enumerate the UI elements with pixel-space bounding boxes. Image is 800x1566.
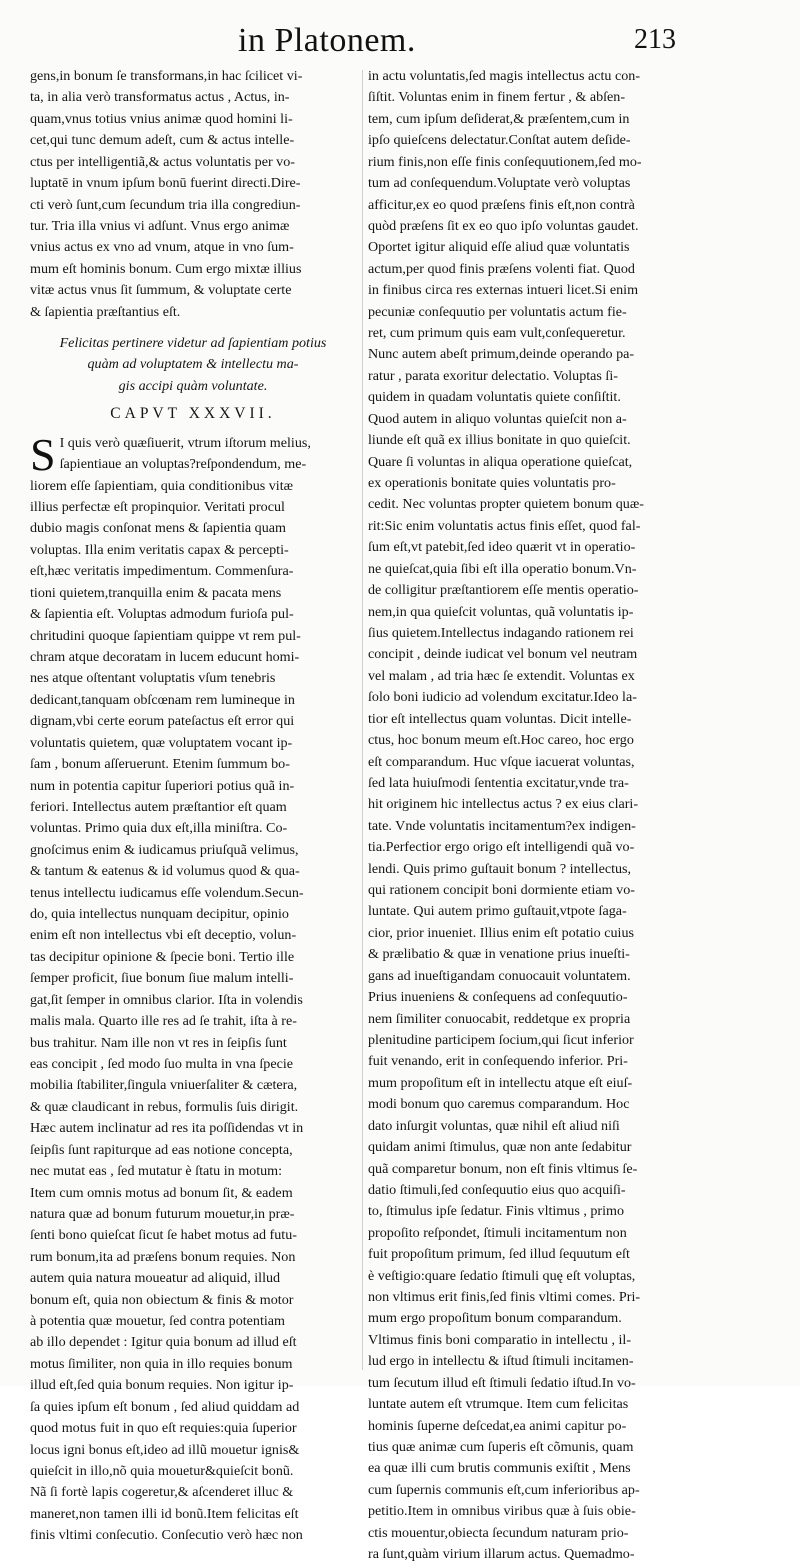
text-line: tenus intellectu iudicamus eſſe volendum.Secun- xyxy=(30,884,304,901)
text-line: mobilia ſtabiliter,ſingula vniuerſaliter & cætera, xyxy=(30,1077,298,1094)
chapter-heading: CAPVT XXXVII. xyxy=(110,405,276,423)
text-line: Hæc autem inclinatur ad res ita poſſidendas vt in xyxy=(30,1120,304,1137)
text-line: dignam,vbi certe eorum pateſactus eſt error qui xyxy=(30,713,295,730)
text-line: modi bonum quo caremus comparandum. Hoc xyxy=(368,1096,630,1113)
text-line: mum propoſitum eſt in intellectu atque eſt eiuſ- xyxy=(368,1074,633,1091)
text-line: rium finis,non eſſe finis conſequutionem,ſed mo- xyxy=(368,153,642,170)
text-line: ctus per intelligentiã,& actus voluntatis per vo- xyxy=(30,153,295,170)
text-line: I quis verò quæſiuerit, vtrum iſtorum melius, xyxy=(59,434,311,451)
text-line: rum bonum,ita ad præſens bonum requies. Non xyxy=(30,1248,296,1265)
text-line: ea quæ illi cum brutis communis exiſtit , Mens xyxy=(368,1460,631,1477)
text-line: ex operationis bonitate quies voluntatis pro- xyxy=(368,475,616,492)
right-column xyxy=(368,66,680,1566)
text-line: malis mala. Quarto ille res ad ſe trahit, iſta à re- xyxy=(30,1013,297,1030)
text-line: eſt,hæc veritatis impedimentum. Commenſura- xyxy=(30,563,294,580)
text-line: autem quia natura moueatur ad aliquid, illud xyxy=(30,1270,281,1287)
text-line: Item cum omnis motus ad bonum ſit, & eadem xyxy=(30,1184,293,1201)
text-line: ne quieſcat,quia ſibi eſt illa operatio bonum.Vn- xyxy=(368,560,637,577)
text-line: & prælibatio & quæ in venatione prius inueſti- xyxy=(368,946,630,963)
text-line: nec mutat eas , ſed mutatur è ſtatu in motum: xyxy=(30,1163,283,1180)
page-header xyxy=(0,14,800,66)
text-line: ctus, hoc bonum meum eſt.Hoc careo, hoc ergo xyxy=(368,732,634,749)
text-line: ſius quietem.Intellectus indagando rationem rei xyxy=(368,624,634,641)
text-line: quam,vnus totius vnius animæ quod homini li- xyxy=(30,110,293,127)
text-line: actum,per quod finis præſens volenti fiat. Quod xyxy=(368,260,635,277)
text-line: è veſtigio:quare ſedatio ſtimuli quę eſt voluptas, xyxy=(368,1267,636,1284)
spacer xyxy=(30,323,356,333)
text-line: Quod autem in aliquo voluntas quieſcit non a- xyxy=(368,410,627,427)
text-line: nem,in qua quieſcit voluntas, quã voluntatis ip- xyxy=(368,603,634,620)
text-line: Nunc autem abeſt primum,deinde operando pa- xyxy=(368,346,635,363)
text-line: motus ſimiliter, non quia in illo requies bonum xyxy=(30,1355,293,1372)
text-line: vnius actus ex vno ad vnum, atque in vno ſum- xyxy=(30,239,294,256)
left-column xyxy=(30,66,356,1547)
text-line: ſed lata huiuſmodi ſententia excitatur,vnde tra- xyxy=(368,774,629,791)
text-line: gans ad inueſtigandam conuocauit voluntatem. xyxy=(368,967,631,984)
text-line: mum eſt hominis bonum. Cum ergo mixtæ illius xyxy=(30,260,302,277)
text-line: illius perfectæ eſt propinquior. Veritati procul xyxy=(30,499,285,516)
text-line: eſt comparandum. Huc vſque iacuerat voluntas, xyxy=(368,753,635,770)
text-line: Quare ſi voluntas in aliqua operatione quieſcat, xyxy=(368,453,633,470)
text-line: tas decipitur opinione & ſpecie boni. Tertio ille xyxy=(30,948,295,965)
text-line: ctis mouentur,obiecta ſecundum naturam prio- xyxy=(368,1524,629,1541)
text-line: cet,qui tunc demum adeſt, cum & actus intelle- xyxy=(30,132,295,149)
text-line: mum ergo propoſitum bonum comparandum. xyxy=(368,1310,622,1327)
text-line: vel malam , ad tria hæc ſe extendit. Voluntas ex xyxy=(368,667,635,684)
text-line: chram atque decoratam in lucem educunt homi- xyxy=(30,648,300,665)
text-line: quã comparetur bonum, non eſt finis vltimus ſe- xyxy=(368,1160,638,1177)
text-line: rit:Sic enim voluntatis actus finis eſſet, quod fal- xyxy=(368,517,641,534)
left-column-opening-text xyxy=(30,66,356,323)
text-line: ta, in alia verò transformatus actus , Actus, in- xyxy=(30,89,290,106)
page-number: 213 xyxy=(634,24,676,55)
text-line: fuit venando, erit in conſequendo inferior. Pri- xyxy=(368,1053,628,1070)
text-line: tem, cum ipſum deſiderat,& præſentem,cum in xyxy=(368,110,630,127)
text-line: ſa quies ipſum eſt bonum , ſed aliud quiddam ad xyxy=(30,1398,300,1415)
text-line: cedit. Nec voluntas propter quietem bonum quæ- xyxy=(368,496,644,513)
text-line: de colligitur præſtantiorem eſſe mentis operatio- xyxy=(368,582,639,599)
text-line: cti verò ſunt,cum ſecundum tria illa congrediun- xyxy=(30,196,301,213)
text-line: non vltimus erit finis,ſed finis vltimi comes. Pri- xyxy=(368,1289,641,1306)
running-title: in Platonem. xyxy=(238,22,416,59)
text-line: ſam , bonum aſſeruerunt. Etenim ſummum bo- xyxy=(30,756,290,773)
drop-cap: S xyxy=(30,428,56,480)
text-line: do, quia intellectus nunquam decipitur, opinio xyxy=(30,906,289,923)
text-line: Nã ſi fortè lapis cogeretur,& aſcenderet illuc & xyxy=(30,1484,294,1501)
text-line: ab illo dependet : Igitur quia bonum ad illud eſt xyxy=(30,1334,297,1351)
text-line: plenitudine participem ſocium,qui ſicut inferior xyxy=(368,1031,634,1048)
text-line: ret, cum primum quis eam vult,conſequeretur. xyxy=(368,325,626,342)
text-line: gis accipi quàm voluntate. xyxy=(118,377,268,394)
text-line: tur. Tria illa vnius vi adſunt. Vnus ergo animæ xyxy=(30,217,290,234)
text-line: Prius inueniens & conſequens ad conſequutio- xyxy=(368,989,628,1006)
text-line: cum ſupernis communis eſt,cum inferioribus ap- xyxy=(368,1481,640,1498)
text-line: tius quæ animæ cum ſuperis eſt cõmunis, quam xyxy=(368,1439,634,1455)
text-line: & quæ claudicant in rebus, formulis ſuis dirigit. xyxy=(30,1098,299,1115)
text-line: qui rationem concipit boni dormiente etiam vo- xyxy=(368,882,635,899)
text-line: in actu voluntatis,ſed magis intellectus actu con- xyxy=(368,68,641,84)
right-column-text xyxy=(368,66,680,1566)
text-line: tior eſt intellectus quam voluntas. Dicit intelle- xyxy=(368,710,632,727)
text-line: maneret,non tamen illi id bonũ.Item felicitas eſt xyxy=(30,1505,299,1522)
text-line: ſapientiaue an voluptas?reſpondendum, me- xyxy=(59,456,307,473)
text-line: ſenti bono quieſcat ſicut ſe habet motus ad futu- xyxy=(30,1227,297,1244)
text-line: ipſo quieſcens delectatur.Conſtat autem deſide- xyxy=(368,132,631,149)
text-line: eas concipit , ſed modo ſuo multa in vna ſpecie xyxy=(30,1055,294,1072)
text-line: à potentia quæ mouetur, ſed contra potentiam xyxy=(30,1313,286,1330)
text-line: ſolo boni iudicio ad volendum excitatur.Ideo la- xyxy=(368,689,637,706)
text-line: ſeipſis ſunt rapiturque ad eas notione concepta, xyxy=(30,1141,293,1158)
text-line: & ſapientia eſt. Voluptas admodum furioſa pul- xyxy=(30,606,294,623)
text-line: dedicant,tanquam obſcœnam rem lumineque in xyxy=(30,691,295,708)
text-line: quòd præſens ſit ex eo quo ipſo voluntas gaudet. xyxy=(368,217,639,234)
text-line: nem ſimiliter conuocabit, reddetque ex propria xyxy=(368,1010,631,1027)
text-line: gat,ſit ſemper in omnibus clarior. Iſta in volendis xyxy=(30,991,303,1008)
text-line: propoſito reſpondet, ſtimuli incitamentum non xyxy=(368,1224,627,1241)
text-line: concipit , deinde iudicat vel bonum vel neutram xyxy=(368,646,638,663)
text-line: tum ad conſequendum.Voluptate verò voluptas xyxy=(368,175,631,192)
text-line: bus trahitur. Nam ille non vt res in ſeipſis ſunt xyxy=(30,1034,287,1051)
text-line: Felicitas pertinere videtur ad ſapientiam potius xyxy=(59,335,327,352)
text-line: & ſapientia præſtantius eſt. xyxy=(30,303,181,320)
text-line: luptatē in vnum ipſum bonū fuerint directi.Dire- xyxy=(30,175,301,192)
text-line: finis vltimi conſecutio. Conſecutio verò hæc non xyxy=(30,1527,303,1544)
text-line: cior, prior inueniet. Illius enim eſt potatio cuius xyxy=(368,924,634,941)
text-line: liorem eſſe ſapientiam, quia conditionibus vitæ xyxy=(30,477,294,494)
text-line: tate. Vnde voluntatis incitamentum?ex indigen- xyxy=(368,817,636,834)
text-line: lendi. Quis primo guſtauit bonum ? intellectus, xyxy=(368,860,632,877)
column-gutter xyxy=(362,70,363,1370)
text-line: lud ergo in intellectu & iſtud ſtimuli incitamen- xyxy=(368,1353,634,1370)
text-line: dato inſurgit voluntas, quæ nihil eſt aliud niſi xyxy=(368,1117,620,1134)
text-line: afficitur,ex eo quod præſens finis eſt,non contrà xyxy=(368,196,635,213)
text-line: tum ſecutum illud eſt ſtimuli ſedatio iſtud.In vo- xyxy=(368,1374,636,1391)
text-line: quidam animi ſtimulus, quæ non ante ſedabitur xyxy=(368,1139,632,1156)
text-line: ſiſtit. Voluntas enim in finem fertur , & abſen- xyxy=(368,89,626,106)
text-line: tia.Perfectior ergo origo eſt intelligendi quã vo- xyxy=(368,839,635,856)
text-line: tioni quietem,tranquilla enim & pacata mens xyxy=(30,584,282,601)
text-line: hominis ſuperne deſcedat,ea animi capitur po- xyxy=(368,1417,627,1434)
text-line: luntate. Qui autem primo guſtauit,vtpote ſaga- xyxy=(368,903,627,920)
text-line: voluptas. Illa enim veritatis capax & percepti- xyxy=(30,541,289,558)
text-line: illud eſt,ſed quia bonum requies. Non igitur ip- xyxy=(30,1377,294,1394)
text-line: vitæ actus vnus ſit ſummum, & voluptate certe xyxy=(30,282,292,299)
text-line: voluntatis quietem, quæ voluptatem vocant ip- xyxy=(30,734,293,751)
text-line: feriori. Intellectus autem præſtantior eſt quam xyxy=(30,798,287,815)
chapter-body-text xyxy=(30,428,356,1547)
text-line: num in potentia capitur ſuperiori potius quã in- xyxy=(30,777,295,794)
text-line: natura quæ ad bonum futurum mouetur,in præ- xyxy=(30,1205,295,1222)
text-line: voluntas. Primo quia dux eſt,illa miniſtra. Co- xyxy=(30,820,288,837)
text-line: & tantum & eatenus & id volumus quod & qua- xyxy=(30,863,300,880)
text-line: petitio.Item in omnibus viribus quæ à ſuis obie- xyxy=(368,1503,636,1520)
text-line: quàm ad voluptatem & intellectu ma- xyxy=(87,356,299,373)
text-line: bonum eſt, quia non obiectum & finis & motor xyxy=(30,1291,294,1308)
text-line: enim eſt non intellectus vbi eſt deceptio, volun- xyxy=(30,927,297,944)
text-line: liunde eſt quã ex illius bonitate in quo quieſcit. xyxy=(368,432,631,449)
text-line: quidem in quadam voluntatis quiete conſiſtit. xyxy=(368,389,621,406)
text-line: quod motus fuit in quo eſt requies:quia ſuperior xyxy=(30,1420,297,1437)
text-line: nes atque oſtentant voluptatis vſum tenebris xyxy=(30,670,276,687)
text-line: chritudini quoque ſapientiam quippe vt rem pul- xyxy=(30,627,301,644)
text-line: locus igni bonus eſt,ideo ad illũ mouetur ignis& xyxy=(30,1441,300,1458)
text-line: gnoſcimus enim & iudicamus priuſquã velimus, xyxy=(30,841,299,858)
text-line: ratur , parata exoritur delectatio. Voluptas ſi- xyxy=(368,367,618,384)
text-line: hit originem hic intellectus actus ? ex eius clari- xyxy=(368,796,639,813)
text-line: ſum eſt,vt patebit,ſed ideo quærit vt in operatio- xyxy=(368,539,636,556)
text-line: luntate autem eſt vtrumque. Item cum felicitas xyxy=(368,1396,629,1413)
text-line: Oportet igitur aliquid eſſe aliud quæ voluntatis xyxy=(368,239,630,256)
text-line: ra ſunt,quàm virium illarum actus. Quemadmo- xyxy=(368,1546,635,1563)
text-line: pecuniæ conſequutio per voluntatis actum fie- xyxy=(368,303,627,320)
text-line: in finibus circa res externas intueri licet.Si enim xyxy=(368,282,639,299)
chapter-summary xyxy=(30,333,356,397)
text-line: to, ſtimulus ipſe ſedatur. Finis vltimus , primo xyxy=(368,1203,625,1220)
text-line: Vltimus finis boni comparatio in intellectu , il- xyxy=(368,1331,632,1348)
text-line: ſemper proficit, ſiue bonum ſiue malum intelli- xyxy=(30,970,294,987)
text-line: gens,in bonum ſe transformans,in hac ſcilicet vi- xyxy=(30,68,303,84)
text-line: quieſcit in illo,nõ quia mouetur&quieſcit bonũ. xyxy=(30,1463,294,1479)
text-line: dubio magis conſonat mens & ſapientia quam xyxy=(30,520,286,537)
text-line: fuit propoſitum primum, ſed illud ſequutum eſt xyxy=(368,1246,630,1263)
text-line: datio ſtimuli,ſed conſequutio eius quo acquiſi- xyxy=(368,1181,626,1198)
